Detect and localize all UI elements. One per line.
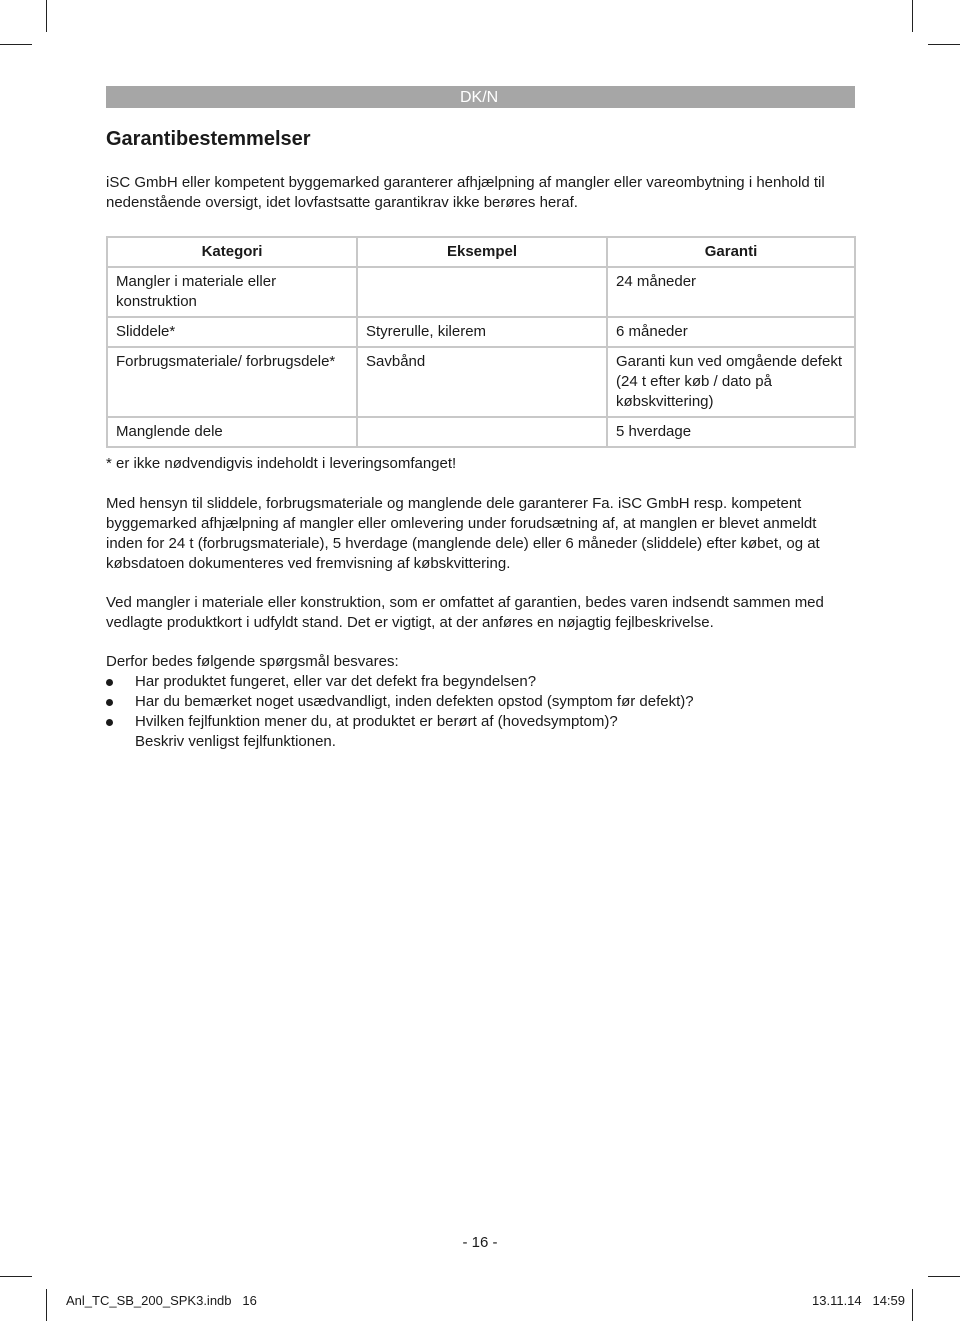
crop-mark xyxy=(912,0,913,32)
question-text: Har produktet fungeret, eller var det defekt fra begyndelsen? xyxy=(135,673,537,690)
table-row xyxy=(107,347,855,417)
footer-file: Anl_TC_SB_200_SPK3.indb 16 xyxy=(66,1293,257,1308)
table-cell: Garanti kun ved omgående defekt (24 t efter køb / dato på købskvittering) xyxy=(607,347,855,417)
list-item xyxy=(106,712,856,732)
crop-mark xyxy=(0,44,32,45)
table-cell: Savbånd xyxy=(357,347,607,417)
crop-mark xyxy=(46,0,47,32)
table-cell: Mangler i materiale eller konstruktion xyxy=(107,267,357,317)
table-cell: 6 måneder xyxy=(607,317,855,347)
table-cell: 5 hverdage xyxy=(607,417,855,447)
bullet-icon xyxy=(106,699,113,706)
header-example: Eksempel xyxy=(357,237,607,267)
table-header-row xyxy=(107,237,855,267)
crop-mark xyxy=(928,44,960,45)
list-item xyxy=(106,692,856,712)
intro-paragraph: iSC GmbH eller kompetent byggemarked garanterer afhjælpning af mangler eller vareombytning i henhold til nedenstående oversigt, idet lovfastsatte garantikrav ikke berøres heraf. xyxy=(106,174,825,211)
question-text: Har du bemærket noget usædvandligt, inden defekten opstod (symptom før defekt)? xyxy=(135,693,694,710)
question-continuation: Beskriv venligst fejlfunktionen. xyxy=(135,733,336,750)
table-cell: Forbrugsmateriale/ forbrugsdele* xyxy=(107,347,357,417)
language-bar xyxy=(106,86,855,108)
bullet-icon xyxy=(106,719,113,726)
crop-mark xyxy=(0,1276,32,1277)
language-label: DK/N xyxy=(460,89,499,106)
table-cell: Sliddele* xyxy=(107,317,357,347)
header-warranty: Garanti xyxy=(607,237,855,267)
bullet-icon xyxy=(106,679,113,686)
table-cell: Manglende dele xyxy=(107,417,357,447)
material-paragraph: Ved mangler i materiale eller konstruktion, som er omfattet af garantien, bedes varen indsendt sammen med vedlagte produktkort i udfyldt stand. Det er vigtigt, at der anføres en nøjagtig fejlbeskrivelse. xyxy=(106,594,824,631)
warranty-table xyxy=(106,236,856,448)
table-row xyxy=(107,267,855,317)
header-category: Kategori xyxy=(107,237,357,267)
table-cell xyxy=(357,267,607,317)
footnote: * er ikke nødvendigvis indeholdt i leveringsomfanget! xyxy=(106,455,457,472)
list-item xyxy=(106,672,856,692)
table-cell xyxy=(357,417,607,447)
crop-mark xyxy=(46,1289,47,1321)
table-cell: Styrerulle, kilerem xyxy=(357,317,607,347)
questions-intro: Derfor bedes følgende spørgsmål besvares: xyxy=(106,653,399,670)
table-row xyxy=(107,317,855,347)
question-text: Hvilken fejlfunktion mener du, at produktet er berørt af (hovedsymptom)? xyxy=(135,713,618,730)
crop-mark xyxy=(912,1289,913,1321)
page-title: Garantibestemmelser xyxy=(106,128,311,150)
page-number: - 16 - xyxy=(462,1234,498,1251)
table-row xyxy=(107,417,855,447)
table-cell: 24 måneder xyxy=(607,267,855,317)
crop-mark xyxy=(928,1276,960,1277)
sliddele-paragraph: Med hensyn til sliddele, forbrugsmateriale og manglende dele garanterer Fa. iSC GmbH resp. kompetent byggemarked afhjælpning af mangler eller omlevering under forudsætning af, at manglen er blevet anmeldt inden for 24 t (forbrugsmateriale), 5 hverdage (manglende dele) eller 6 måneder (sliddele) efter købet, og at købsdatoen dokumenteres ved fremvisning af købskvittering. xyxy=(106,495,820,572)
footer-date: 13.11.14 14:59 xyxy=(812,1293,906,1308)
questions-list xyxy=(106,672,856,752)
